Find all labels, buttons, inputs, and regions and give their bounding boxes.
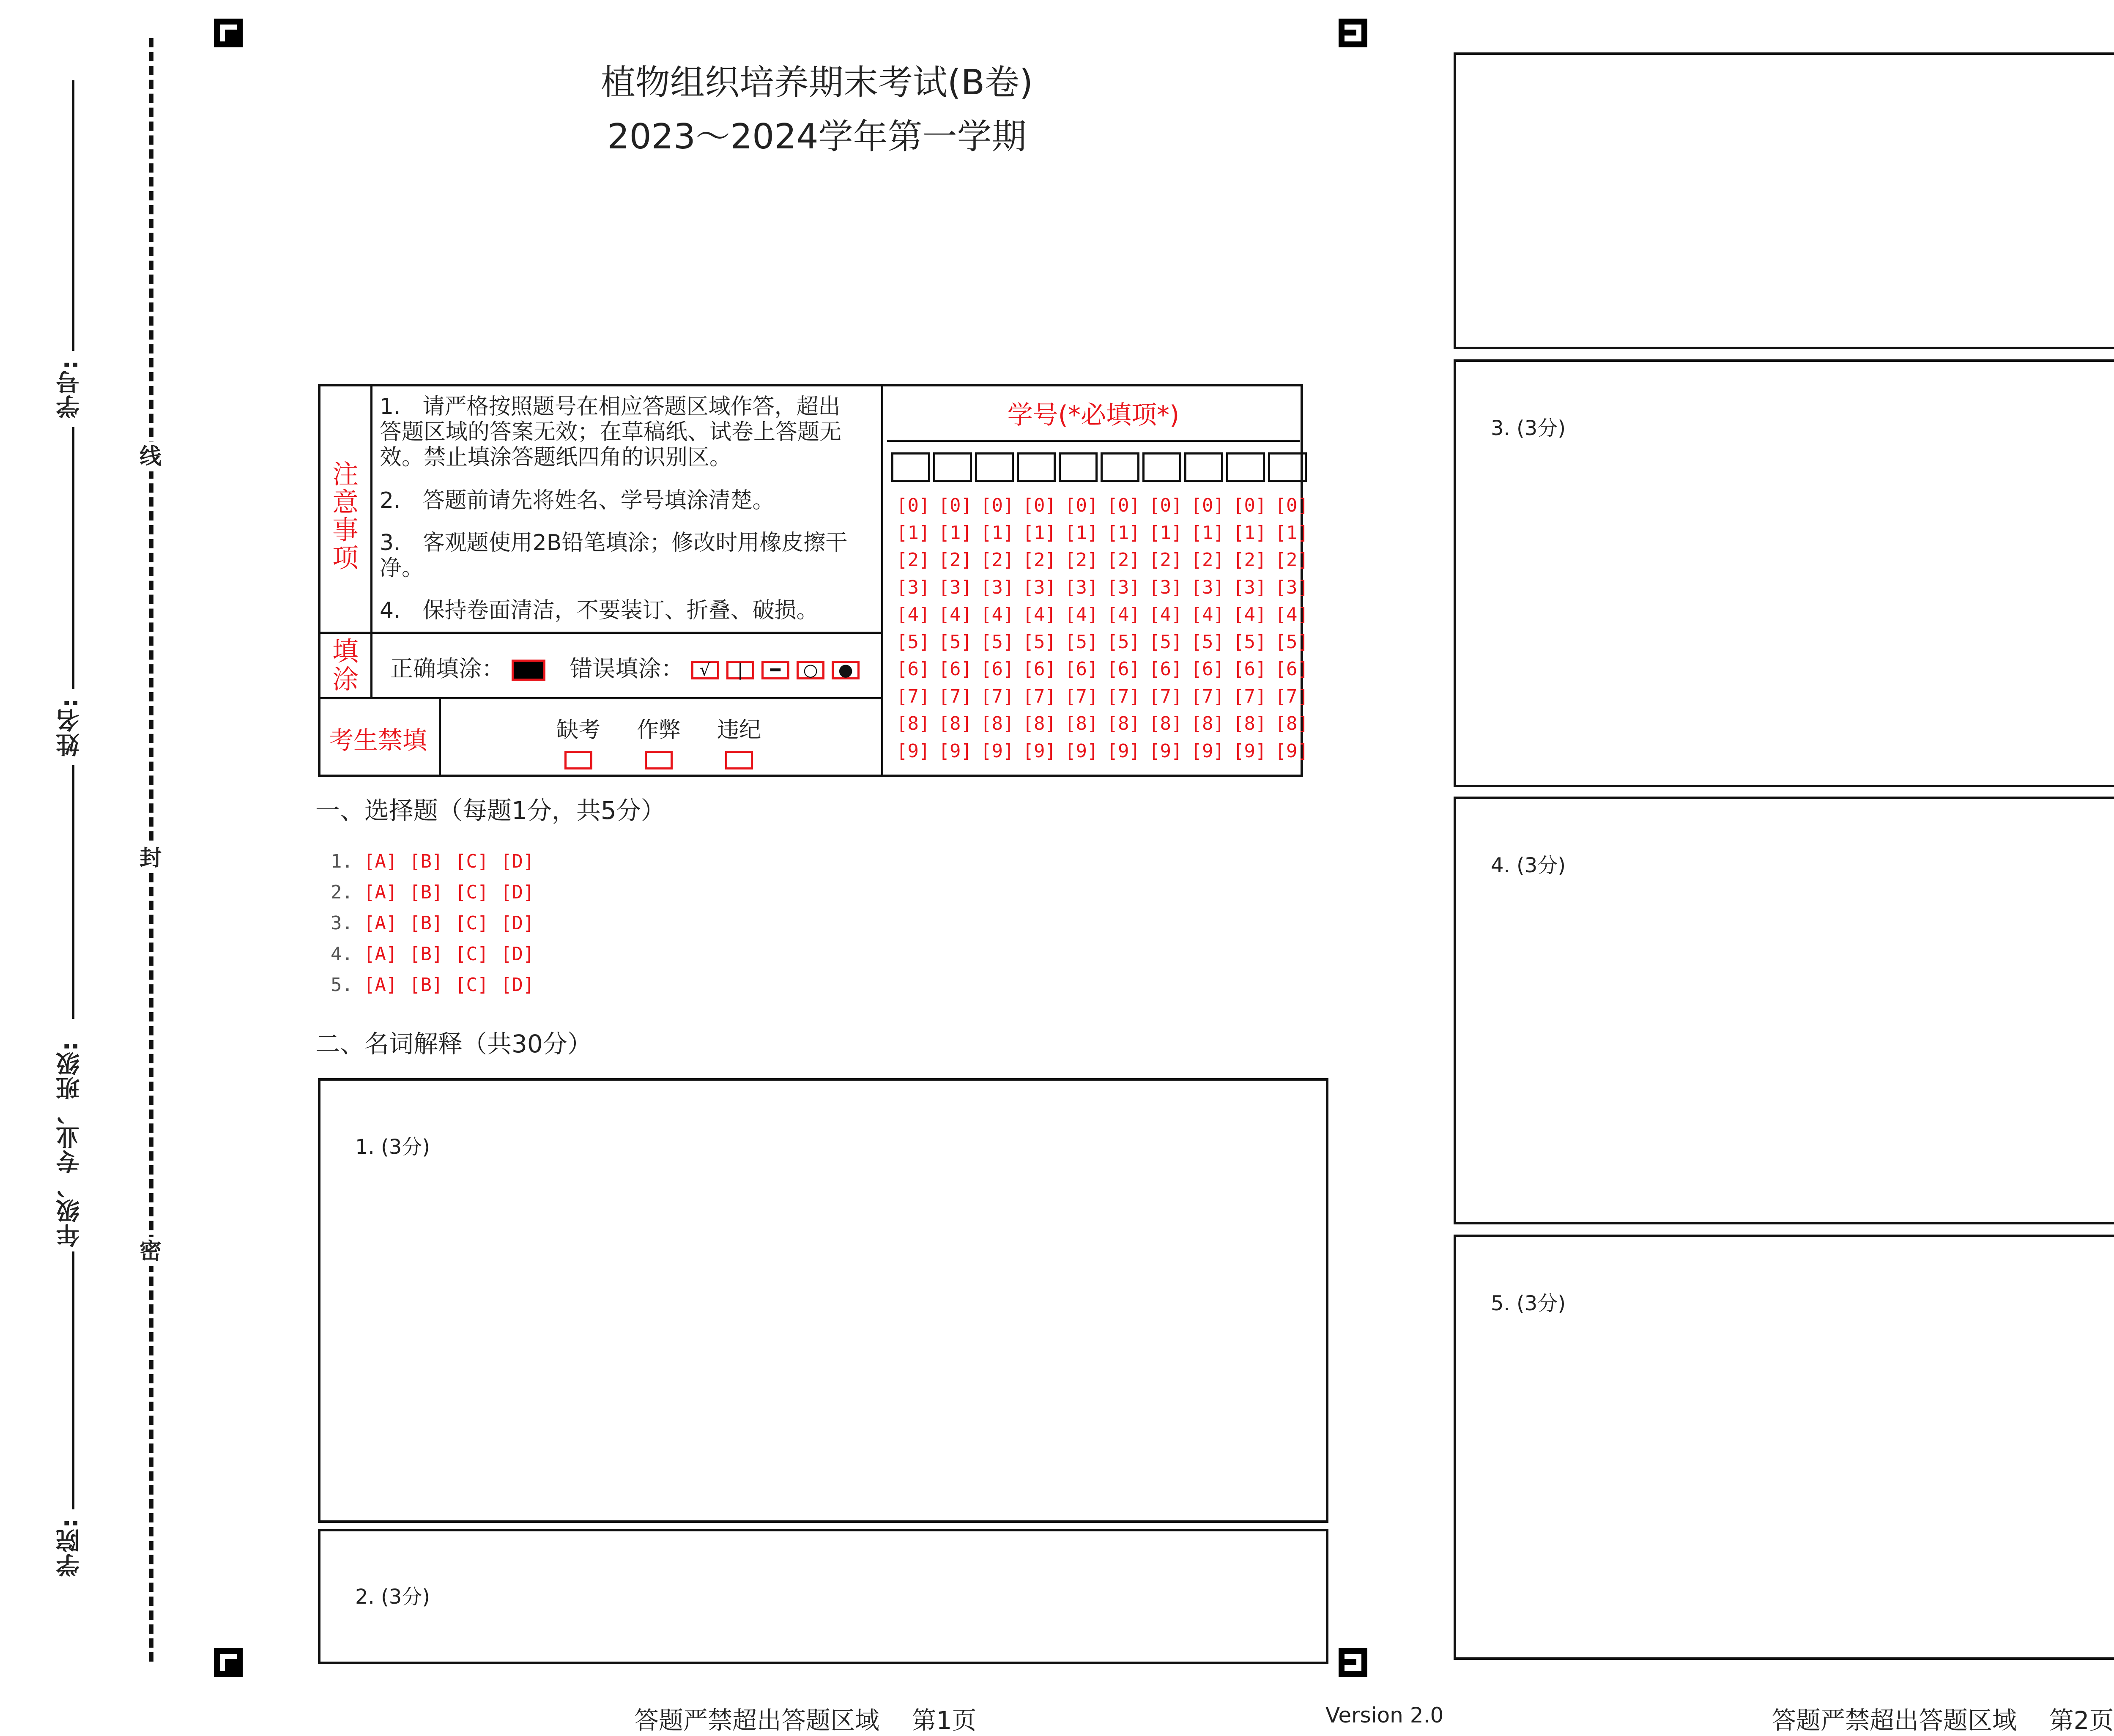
student-id-digit-bubble[interactable]: [0]: [1149, 495, 1183, 516]
forbidden-option-absent: [549, 712, 608, 769]
student-id-digit-bubble[interactable]: [1]: [980, 522, 1014, 544]
student-id-digit-bubble[interactable]: [5]: [1275, 631, 1309, 653]
wrong-mark-circle: ○: [797, 661, 824, 679]
mc-option-bubble[interactable]: [C]: [455, 943, 489, 965]
answer-box-1[interactable]: [318, 1078, 1328, 1523]
student-id-digit-bubble[interactable]: [3]: [1065, 576, 1098, 598]
student-id-digit-bubble[interactable]: [3]: [1191, 576, 1224, 598]
notice-item-2: 2. 答题前请先将姓名、学号填涂清楚。: [380, 488, 775, 513]
student-id-digit-bubble[interactable]: [9]: [1275, 740, 1309, 762]
student-id-digit-bubble[interactable]: [8]: [1233, 713, 1267, 734]
student-id-digit-bubble[interactable]: [1]: [896, 522, 930, 544]
student-id-digit-bubble[interactable]: [1]: [1275, 522, 1309, 544]
mc-question-row: [331, 851, 546, 872]
student-id-digit-bubble[interactable]: [1]: [938, 522, 972, 544]
wrong-mark-dot: ●: [832, 661, 860, 679]
student-id-underline: [72, 80, 74, 351]
student-id-digit-bubble[interactable]: [6]: [938, 658, 972, 680]
student-id-digit-bubble[interactable]: [3]: [1022, 576, 1056, 598]
student-id-digit-bubble[interactable]: [8]: [938, 713, 972, 734]
student-id-digit-bubble[interactable]: [2]: [896, 549, 930, 571]
student-id-digit-bubble[interactable]: [2]: [1275, 549, 1309, 571]
student-id-digit-bubble[interactable]: [9]: [1149, 740, 1183, 762]
info-block: [318, 384, 1309, 777]
wrong-mark-check: √: [691, 661, 719, 679]
mc-option-bubble[interactable]: [A]: [364, 974, 397, 996]
student-id-digit-bubble[interactable]: [4]: [938, 604, 972, 625]
student-id-digit-bubble[interactable]: [4]: [1191, 604, 1224, 625]
mc-question-number: 1.: [331, 851, 353, 872]
student-id-digit-bubble[interactable]: [6]: [1275, 658, 1309, 680]
question-label: 1. (3分): [355, 1135, 430, 1159]
mc-option-bubble[interactable]: [C]: [455, 912, 489, 934]
student-id-digit-bubble[interactable]: [4]: [1233, 604, 1267, 625]
student-id-digit-bubble[interactable]: [0]: [1065, 495, 1098, 516]
footer-page-1: 答题严禁超出答题区域 第1页: [634, 1706, 977, 1735]
question-label: 2. (3分): [355, 1585, 430, 1609]
section1-title: 一、选择题（每题1分，共5分）: [315, 796, 665, 825]
correct-fill-sample: [512, 660, 545, 681]
student-id-digit-bubble[interactable]: [9]: [1191, 740, 1224, 762]
student-id-digit-bubble[interactable]: [9]: [980, 740, 1014, 762]
student-id-digit-bubble[interactable]: [0]: [1022, 495, 1056, 516]
student-id-digit-bubble[interactable]: [4]: [1149, 604, 1183, 625]
fill-instructions: [390, 651, 860, 683]
student-id-digit-bubble[interactable]: [5]: [980, 631, 1014, 653]
section2-title: 二、名词解释（共30分）: [315, 1030, 592, 1058]
field-class: 年级、专业、班级:: [56, 1041, 83, 1247]
student-id-digit-bubble[interactable]: [7]: [1022, 685, 1056, 707]
student-id-digit-bubble[interactable]: [7]: [1065, 685, 1098, 707]
question-label: 3. (3分): [1491, 416, 1566, 440]
corner-marker-top-left: [214, 19, 243, 47]
student-id-digit-bubble[interactable]: [1]: [1149, 522, 1183, 544]
student-id-digit-bubble[interactable]: [8]: [1191, 713, 1224, 734]
student-id-digit-bubble[interactable]: [1]: [1022, 522, 1056, 544]
student-id-cell[interactable]: [1101, 452, 1139, 482]
mc-option-bubble[interactable]: [D]: [501, 974, 534, 996]
student-id-digit-bubble[interactable]: [5]: [1022, 631, 1056, 653]
wrong-mark-bar: |: [726, 661, 754, 679]
mc-option-bubble[interactable]: [B]: [409, 851, 443, 872]
mc-option-bubble[interactable]: [C]: [455, 882, 489, 903]
mc-option-bubble[interactable]: [A]: [364, 912, 397, 934]
student-id-digit-bubble[interactable]: [2]: [1233, 549, 1267, 571]
student-id-header: 学号(*必填项*): [1007, 400, 1180, 430]
student-id-cell[interactable]: [975, 452, 1014, 482]
mc-option-bubble[interactable]: [B]: [409, 882, 443, 903]
student-id-cell[interactable]: [1268, 452, 1307, 482]
student-id-digit-bubble[interactable]: [7]: [1106, 685, 1140, 707]
student-id-digit-bubble[interactable]: [3]: [896, 576, 930, 598]
mc-option-bubble[interactable]: [A]: [364, 882, 397, 903]
mc-option-bubble[interactable]: [A]: [364, 851, 397, 872]
student-id-digit-bubble[interactable]: [3]: [1275, 576, 1309, 598]
mc-question-row: [331, 974, 546, 996]
notice-label: 注意事项: [332, 459, 359, 573]
student-id-digit-bubble[interactable]: [5]: [1106, 631, 1140, 653]
question-label: 4. (3分): [1491, 854, 1566, 877]
student-id-cell[interactable]: [1184, 452, 1223, 482]
student-id-digit-bubble[interactable]: [1]: [1106, 522, 1140, 544]
student-id-digit-bubble[interactable]: [7]: [1233, 685, 1267, 707]
student-id-digit-bubble[interactable]: [2]: [1065, 549, 1098, 571]
forbidden-checkbox[interactable]: [564, 751, 592, 769]
fill-wrong-label: 错误填涂：: [570, 655, 684, 682]
student-id-digit-row: [896, 710, 1317, 738]
student-id-digit-row: [896, 574, 1317, 602]
student-id-digit-bubble[interactable]: [8]: [1106, 713, 1140, 734]
student-id-digit-row: [896, 656, 1317, 683]
student-id-digit-bubble[interactable]: [0]: [1106, 495, 1140, 516]
student-id-digit-bubble[interactable]: [5]: [896, 631, 930, 653]
student-id-cell[interactable]: [1142, 452, 1181, 482]
forbidden-label: 考生禁填: [329, 726, 427, 755]
student-id-digit-row: [896, 629, 1317, 656]
student-id-digit-bubble[interactable]: [2]: [1149, 549, 1183, 571]
student-id-digit-row: [896, 547, 1317, 574]
college-underline: [72, 1251, 74, 1509]
student-id-digit-row: [896, 492, 1317, 520]
student-id-digit-bubble[interactable]: [8]: [1065, 713, 1098, 734]
mc-option-bubble[interactable]: [A]: [364, 943, 397, 965]
student-id-digit-bubble[interactable]: [4]: [1106, 604, 1140, 625]
forbidden-option-label: 作弊: [636, 717, 681, 743]
answer-box-2[interactable]: [318, 1529, 1328, 1664]
student-id-digit-bubble[interactable]: [2]: [980, 549, 1014, 571]
student-id-digit-bubble[interactable]: [3]: [1233, 576, 1267, 598]
forbidden-option-label: 违纪: [717, 717, 761, 743]
notice-item-1: 1. 请严格按照题号在相应答题区域作答，超出答题区域的答案无效；在草稿纸、试卷上答题无效。禁止填涂答题纸四角的识别区。: [380, 394, 842, 470]
student-id-digit-bubble[interactable]: [8]: [1022, 713, 1056, 734]
answer-box-3[interactable]: [1454, 359, 2114, 787]
student-id-digit-bubble[interactable]: [0]: [896, 495, 930, 516]
mc-option-bubble[interactable]: [D]: [501, 851, 534, 872]
mc-option-bubble[interactable]: [D]: [501, 912, 534, 934]
student-id-digit-bubble[interactable]: [6]: [1233, 658, 1267, 680]
student-id-digit-bubble[interactable]: [2]: [1106, 549, 1140, 571]
mc-question-number: 5.: [331, 974, 353, 996]
field-name: 姓名:: [56, 697, 83, 757]
exam-subtitle: 2023～2024学年第一学期: [607, 117, 1027, 157]
name-underline: [72, 427, 74, 689]
student-id-digit-bubble[interactable]: [9]: [896, 740, 930, 762]
student-id-digit-bubble[interactable]: [7]: [1191, 685, 1224, 707]
answer-box-5[interactable]: [1454, 1235, 2114, 1660]
answer-box-4[interactable]: [1454, 797, 2114, 1224]
class-underline: [72, 765, 74, 1019]
student-id-digit-bubble[interactable]: [5]: [1191, 631, 1224, 653]
binding-word-secret: 密: [138, 1237, 163, 1266]
mc-question-row: [331, 943, 546, 965]
student-id-digit-bubble[interactable]: [8]: [980, 713, 1014, 734]
mc-question-row: [331, 912, 546, 934]
answer-box-top-continuation[interactable]: [1454, 52, 2114, 349]
binding-word-line: 线: [138, 442, 163, 471]
student-id-digit-bubble[interactable]: [9]: [1233, 740, 1267, 762]
student-id-digit-bubble[interactable]: [7]: [1149, 685, 1183, 707]
student-id-digit-row: [896, 520, 1317, 547]
field-student-id: 学号:: [56, 359, 83, 419]
student-id-digit-bubble[interactable]: [0]: [1275, 495, 1309, 516]
notice-item-4: 4. 保持卷面清洁，不要装订、折叠、破损。: [380, 598, 819, 623]
mc-option-bubble[interactable]: [C]: [455, 974, 489, 996]
student-id-digit-bubble[interactable]: [1]: [1065, 522, 1098, 544]
student-id-cell[interactable]: [1059, 452, 1098, 482]
mc-question-number: 3.: [331, 912, 353, 934]
student-id-digit-bubble[interactable]: [5]: [1233, 631, 1267, 653]
student-id-digit-row: [896, 683, 1317, 711]
notice-item-3: 3. 客观题使用2B铅笔填涂；修改时用橡皮擦干净。: [380, 530, 848, 581]
mc-question-row: [331, 882, 546, 903]
corner-marker-bottom-center: [1339, 1648, 1367, 1677]
student-id-digit-bubble[interactable]: [5]: [1065, 631, 1098, 653]
binding-word-seal: 封: [138, 843, 163, 873]
student-id-digit-bubble[interactable]: [4]: [1065, 604, 1098, 625]
student-id-cells: [891, 452, 1307, 482]
student-id-digit-bubble[interactable]: [8]: [1149, 713, 1183, 734]
student-id-digit-bubble[interactable]: [6]: [1022, 658, 1056, 680]
student-id-digit-bubble[interactable]: [1]: [1233, 522, 1267, 544]
student-id-digit-bubble[interactable]: [0]: [980, 495, 1014, 516]
exam-title: 植物组织培养期末考试(B卷): [600, 63, 1033, 103]
student-id-digit-bubble[interactable]: [2]: [938, 549, 972, 571]
forbidden-checkbox[interactable]: [645, 751, 673, 769]
student-id-digit-bubble[interactable]: [4]: [1275, 604, 1309, 625]
forbidden-option-cheat: [629, 712, 688, 769]
student-id-digit-row: [896, 601, 1317, 629]
student-id-digit-bubble[interactable]: [0]: [1233, 495, 1267, 516]
student-id-digit-bubble[interactable]: [9]: [1065, 740, 1098, 762]
student-id-digit-bubble[interactable]: [7]: [896, 685, 930, 707]
wrong-mark-dash: ━: [761, 661, 789, 679]
student-id-digit-bubble[interactable]: [3]: [938, 576, 972, 598]
student-id-digit-bubble[interactable]: [4]: [980, 604, 1014, 625]
student-id-digit-bubble[interactable]: [0]: [938, 495, 972, 516]
forbidden-option-violation: [709, 712, 769, 769]
student-id-cell[interactable]: [891, 452, 930, 482]
student-id-cell[interactable]: [1226, 452, 1265, 482]
student-id-digit-bubble[interactable]: [7]: [938, 685, 972, 707]
student-id-digit-bubble[interactable]: [4]: [896, 604, 930, 625]
student-id-cell[interactable]: [933, 452, 972, 482]
fill-label: 填涂: [332, 636, 359, 695]
mc-option-bubble[interactable]: [B]: [409, 912, 443, 934]
student-id-digit-bubble[interactable]: [6]: [980, 658, 1014, 680]
student-id-digit-bubble[interactable]: [4]: [1022, 604, 1056, 625]
corner-marker-top-center: [1339, 19, 1367, 47]
student-id-digit-bubble[interactable]: [9]: [1022, 740, 1056, 762]
student-id-cell[interactable]: [1017, 452, 1056, 482]
mc-option-bubble[interactable]: [D]: [501, 882, 534, 903]
student-id-digit-bubble[interactable]: [3]: [1149, 576, 1183, 598]
student-id-digit-bubble[interactable]: [5]: [938, 631, 972, 653]
student-id-digit-bubble[interactable]: [6]: [1149, 658, 1183, 680]
mc-option-bubble[interactable]: [B]: [409, 943, 443, 965]
corner-marker-bottom-left: [214, 1648, 243, 1677]
field-college: 学院:: [56, 1517, 83, 1577]
student-id-digit-bubble[interactable]: [6]: [1106, 658, 1140, 680]
student-id-digit-bubble[interactable]: [5]: [1149, 631, 1183, 653]
student-id-digit-bubble[interactable]: [9]: [1106, 740, 1140, 762]
forbidden-checkbox[interactable]: [725, 751, 753, 769]
student-id-digit-bubble[interactable]: [8]: [1275, 713, 1309, 734]
mc-option-bubble[interactable]: [D]: [501, 943, 534, 965]
fill-correct-label: 正确填涂：: [390, 655, 504, 682]
mc-option-bubble[interactable]: [B]: [409, 974, 443, 996]
question-label: 5. (3分): [1491, 1292, 1566, 1315]
student-id-digit-bubble[interactable]: [3]: [1106, 576, 1140, 598]
student-id-digit-bubble[interactable]: [6]: [1191, 658, 1224, 680]
student-id-digit-bubble[interactable]: [7]: [980, 685, 1014, 707]
student-id-digit-bubble[interactable]: [1]: [1191, 522, 1224, 544]
forbidden-option-label: 缺考: [556, 717, 600, 743]
student-id-digit-bubble[interactable]: [6]: [896, 658, 930, 680]
footer-page-2: 答题严禁超出答题区域 第2页: [1772, 1706, 2114, 1735]
student-id-digit-row: [896, 738, 1317, 765]
mc-option-bubble[interactable]: [C]: [455, 851, 489, 872]
student-id-digit-grid: [896, 492, 1317, 765]
footer-version: Version 2.0: [1325, 1703, 1444, 1728]
student-id-digit-bubble[interactable]: [2]: [1191, 549, 1224, 571]
student-id-digit-bubble[interactable]: [7]: [1275, 685, 1309, 707]
mc-question-number: 2.: [331, 882, 353, 903]
student-id-digit-bubble[interactable]: [0]: [1191, 495, 1224, 516]
mc-question-number: 4.: [331, 943, 353, 965]
student-id-digit-bubble[interactable]: [3]: [980, 576, 1014, 598]
student-id-digit-bubble[interactable]: [8]: [896, 713, 930, 734]
student-id-digit-bubble[interactable]: [6]: [1065, 658, 1098, 680]
student-id-digit-bubble[interactable]: [2]: [1022, 549, 1056, 571]
student-id-digit-bubble[interactable]: [9]: [938, 740, 972, 762]
